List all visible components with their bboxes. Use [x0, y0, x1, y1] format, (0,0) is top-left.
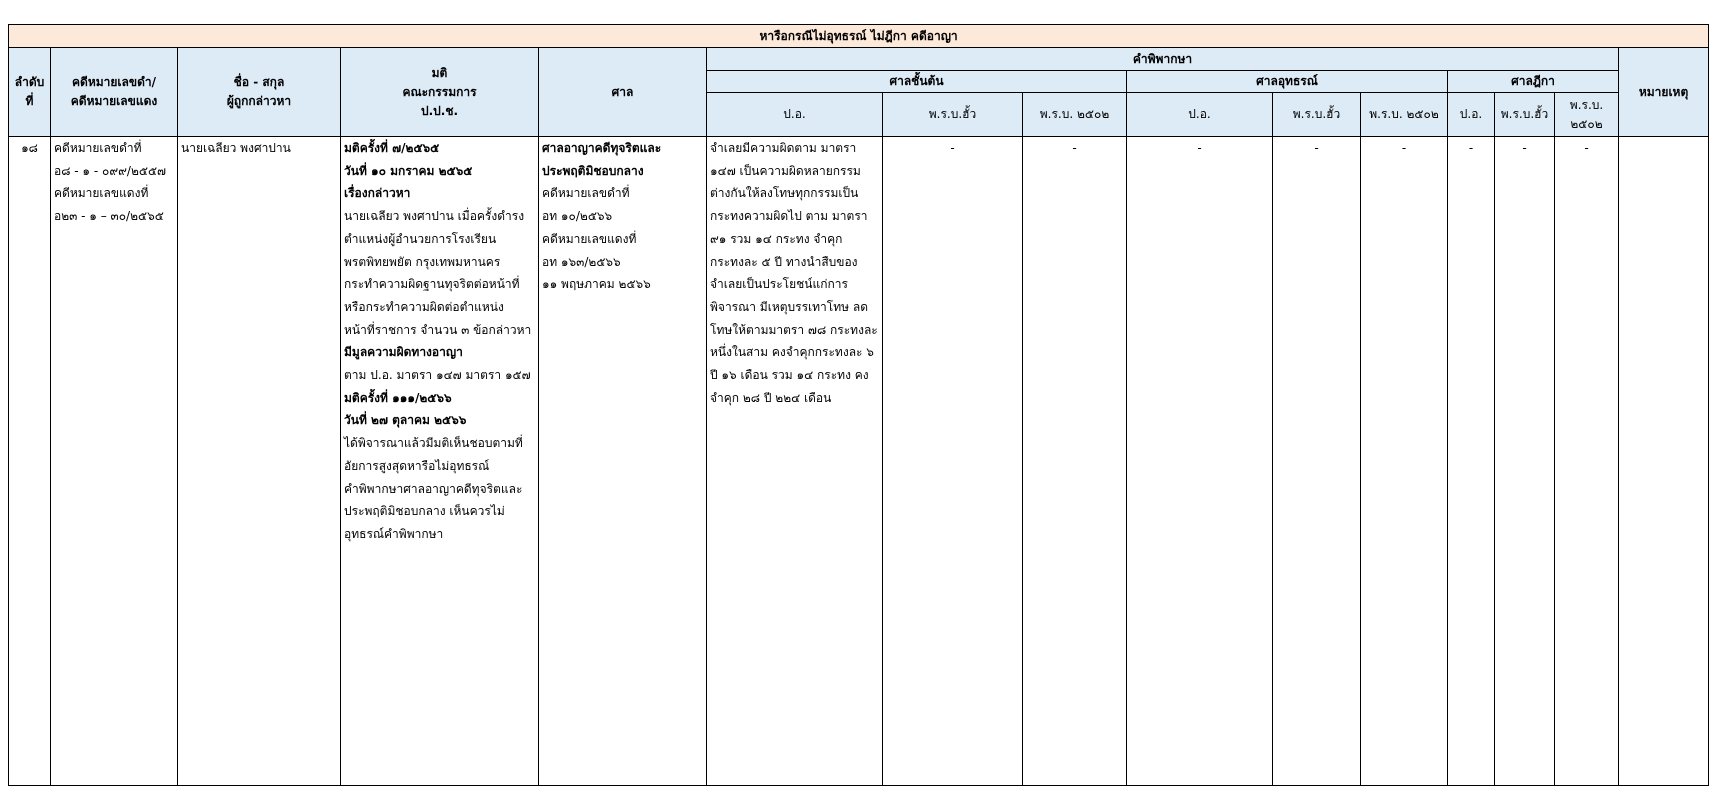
case-table: [8, 24, 1709, 786]
court-line: คดีหมายเลขดำที่: [542, 186, 630, 201]
header-first-act-2502: พ.ร.บ. ๒๕๐๒: [1023, 93, 1127, 137]
resolution-line: นายเฉลียว พงศาปาน เมื่อครั้งดำรง: [344, 209, 525, 224]
cell-accused-name: นายเฉลียว พงศาปาน: [178, 137, 341, 786]
cell-first-criminal-code: [707, 137, 883, 786]
resolution-line: กระทำความผิดฐานทุจริตต่อหน้าที่: [344, 277, 520, 292]
resolution-line: เรื่องกล่าวหา: [344, 186, 411, 201]
cell-first-collusion-act: -: [883, 137, 1023, 786]
resolution-line: มติครั้งที่ ๗/๒๕๖๕: [344, 141, 440, 155]
header-supreme-collusion-act: พ.ร.บ.ฮั้ว: [1495, 93, 1555, 137]
header-remark: หมายเหตุ: [1619, 48, 1709, 137]
header-first-collusion-act: พ.ร.บ.ฮั้ว: [883, 93, 1023, 137]
judgment-line: พิจารณา มีเหตุบรรเทาโทษ ลด: [710, 299, 869, 314]
judgment-line: จำเลยมีความผิดตาม มาตรา: [710, 141, 857, 155]
cell-remark: [1619, 137, 1709, 786]
sheet-banner-title: หารือกรณีไม่อุทธรณ์ ไม่ฎีกา คดีอาญา: [9, 25, 1709, 48]
resolution-line: คำพิพากษาศาลอาญาคดีทุจริตและ: [344, 481, 523, 496]
cell-first-act-2502: -: [1023, 137, 1127, 786]
table-row: [9, 137, 1709, 786]
court-line: คดีหมายเลขแดงที่: [542, 231, 637, 246]
header-appeal-criminal-code: ป.อ.: [1127, 93, 1273, 137]
cell-case-number: คดีหมายเลขดำที่ อ๘ - ๑ - ๐๙๙/๒๕๕๗ คดีหมายเลขแดงที่ อ๒๓ - ๑ – ๓๐/๒๕๖๕: [51, 137, 178, 786]
header-supreme-court: ศาลฎีกา: [1448, 71, 1619, 93]
judgment-line: ๙๑ รวม ๑๔ กระทง จำคุก: [710, 231, 843, 246]
cell-supreme-criminal-code: -: [1448, 137, 1495, 786]
court-line: ประพฤติมิชอบกลาง: [542, 163, 644, 178]
header-judgment: คำพิพากษา: [707, 48, 1619, 71]
court-line: อท ๑๖๓/๒๕๖๖: [542, 254, 621, 269]
court-line: ๑๑ พฤษภาคม ๒๕๖๖: [542, 277, 651, 292]
header-first-criminal-code: ป.อ.: [707, 93, 883, 137]
resolution-line: อัยการสูงสุดหารือไม่อุทธรณ์: [344, 458, 490, 473]
judgment-line: ต่างกันให้ลงโทษทุกกรรมเป็น: [710, 186, 859, 201]
cell-supreme-collusion-act: -: [1495, 137, 1555, 786]
resolution-line: ตาม ป.อ. มาตรา ๑๔๗ มาตรา ๑๕๗: [344, 368, 531, 383]
judgment-line: หนึ่งในสาม คงจำคุกกระทงละ ๖: [710, 345, 874, 360]
cell-appeal-criminal-code: -: [1127, 137, 1273, 786]
header-court: ศาล: [539, 48, 707, 137]
header-supreme-act-2502: พ.ร.บ. ๒๕๐๒: [1555, 93, 1619, 137]
judgment-line: กระทงความผิดไป ตาม มาตรา: [710, 209, 868, 224]
spreadsheet: [8, 24, 1708, 786]
judgment-line: กระทงละ ๕ ปี ทางนำสืบของ: [710, 254, 858, 269]
judgment-line: ๑๔๗ เป็นความผิดหลายกรรม: [710, 163, 861, 178]
resolution-line: มีมูลความผิดทางอาญา: [344, 345, 463, 360]
resolution-line: พรตพิทยพยัต กรุงเทพมหานคร: [344, 254, 501, 269]
header-no: ลำดับ ที่: [9, 48, 51, 137]
court-line: อท ๑๐/๒๕๖๖: [542, 209, 613, 224]
resolution-line: มติครั้งที่ ๑๑๑/๒๕๖๖: [344, 390, 452, 405]
judgment-line: จำเลยเป็นประโยชน์แก่การ: [710, 277, 848, 292]
resolution-line: วันที่ ๒๗ ตุลาคม ๒๕๖๖: [344, 413, 467, 428]
resolution-line: ได้พิจารณาแล้วมีมติเห็นชอบตามที่: [344, 436, 523, 451]
resolution-line: หน้าที่ราชการ จำนวน ๓ ข้อกล่าวหา: [344, 322, 532, 337]
header-committee-resolution: มติ คณะกรรมการ ป.ป.ช.: [341, 48, 539, 137]
header-appeal-act-2502: พ.ร.บ. ๒๕๐๒: [1361, 93, 1448, 137]
header-appeal-collusion-act: พ.ร.บ.ฮั้ว: [1273, 93, 1361, 137]
header-case-number: คดีหมายเลขดำ/ คดีหมายเลขแดง: [51, 48, 178, 137]
court-line: ศาลอาญาคดีทุจริตและ: [542, 141, 662, 155]
judgment-line: ปี ๑๖ เดือน รวม ๑๔ กระทง คง: [710, 368, 869, 383]
cell-court: [539, 137, 707, 786]
resolution-line: ประพฤติมิชอบกลาง เห็นควรไม่: [344, 504, 505, 519]
header-accused-name: ชื่อ - สกุล ผู้ถูกกล่าวหา: [178, 48, 341, 137]
cell-supreme-act-2502: -: [1555, 137, 1619, 786]
cell-appeal-collusion-act: -: [1273, 137, 1361, 786]
header-first-instance-court: ศาลชั้นต้น: [707, 71, 1127, 93]
cell-appeal-act-2502: -: [1361, 137, 1448, 786]
cell-no: ๑๘: [9, 137, 51, 786]
header-supreme-criminal-code: ป.อ.: [1448, 93, 1495, 137]
judgment-line: จำคุก ๒๘ ปี ๒๒๔ เดือน: [710, 390, 832, 405]
judgment-line: โทษให้ตามมาตรา ๗๘ กระทงละ: [710, 322, 878, 337]
cell-committee-resolution: [341, 137, 539, 786]
resolution-line: หรือกระทำความผิดต่อตำแหน่ง: [344, 299, 504, 314]
resolution-line: วันที่ ๑๐ มกราคม ๒๕๖๕: [344, 163, 473, 178]
header-appeal-court: ศาลอุทธรณ์: [1127, 71, 1448, 93]
resolution-line: อุทธรณ์คำพิพากษา: [344, 526, 444, 541]
resolution-line: ตำแหน่งผู้อำนวยการโรงเรียน: [344, 231, 497, 246]
